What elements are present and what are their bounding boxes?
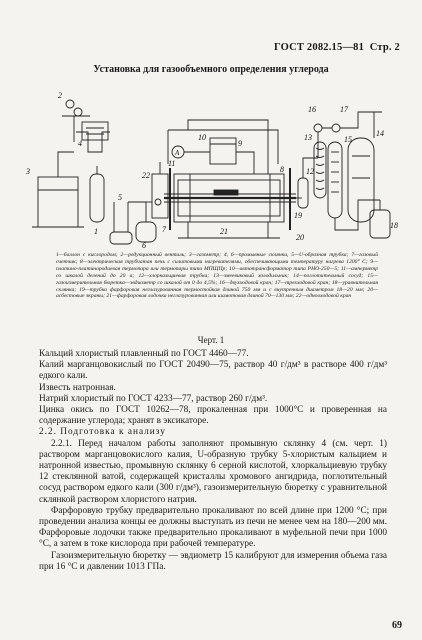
wash-bottles xyxy=(76,122,156,244)
section-heading: 2.2. Подготовка к анализу xyxy=(39,427,166,438)
reagent-calcium-chloride: Кальций хлористый плавленный по ГОСТ 4460—77. xyxy=(39,349,249,359)
label-9: 9 xyxy=(238,139,242,148)
reagent-sodium-chloride: Натрий хлористый по ГОСТ 4233—77, раствор 260 г/дм³. xyxy=(39,393,268,404)
figure-legend xyxy=(56,252,378,300)
oxygen-cylinder-1 xyxy=(90,166,104,222)
label-22: 22 xyxy=(142,171,150,180)
reagent-potassium-permanganate: Калий марганцовокислый по ГОСТ 20490—75, раствор 40 г/дм³ в растворе 400 г/дм³ едкого кали. xyxy=(39,360,387,382)
label-3: 3 xyxy=(26,167,30,176)
regulator-valve-2 xyxy=(62,100,90,142)
label-6: 6 xyxy=(142,241,146,250)
legend-text: 1—баллон с кислородом; 2—редукционный вентиль; 3—газометр; 4, 6—промывные склянки, 5—U-образная трубка; 7—газовый счетчик; 8—электрическая трубчатая печь с силитовыми нагревателями, обеспечивающими температуру нагрева 1200° С; 9—платино-платинородиевая термопара или термопары типа МПЩПр; 10—автотрансформатор типа РНО-250—5; 11—амперметр со шкалой делений до 20 а; 12—хлоркальциевая трубка; 13—змеевиковый холодильник; 14—поглотительный сосуд; 15—газоизмерительная бюретка—эвдиометр со шкалой от 0 до 4,5%; 16—двухходовой кран; 17—трехходовой кран; 18—уравнительная склянка; 19—трубка фарфоровая неглазурованная термостойкая длиной 750 мм и с внутренним диаметром 18—20 мм; 20—асбестовые экраны; 21—фарфоровая лодочка неглазурованная или шамотовая длиной 70—130 мм; 22—однооходовой кран xyxy=(56,252,378,300)
label-8: 8 xyxy=(280,165,284,174)
reagent-zinc-oxide: Цинка окись по ГОСТ 10262—78, прокаленная при 1000°С и проверенная на содержание углерода; хранят в эксикаторе. xyxy=(39,405,387,427)
figure-caption: Черт. 1 xyxy=(197,335,225,345)
label-10: 10 xyxy=(198,133,206,142)
page-number: 69 xyxy=(392,620,402,631)
apparatus-diagram xyxy=(18,82,408,250)
eudiometer-burette-15 xyxy=(328,142,342,218)
paragraph-porcelain-tube: Фарфоровую трубку предварительно прокаливают по всей длине при 1200 °С; при проведении анализа концы ее должны выступать из печи не менее чем на 180—200 мм. Фарфоровые лодочки также предварительно прокаливают в муфельной печи при 1000 °С, а затем в токе кислорода при рабочей температуре. xyxy=(39,505,387,550)
label-15: 15 xyxy=(344,135,352,144)
stopcock-22 xyxy=(155,199,161,205)
label-7: 7 xyxy=(162,225,166,234)
coil-condenser-13 xyxy=(314,142,326,198)
page-ref: Стр. 2 xyxy=(369,42,400,53)
leveling-bottle-18 xyxy=(335,200,390,238)
tube-furnace-8 xyxy=(164,174,296,222)
label-19: 19 xyxy=(294,211,302,220)
paragraph-2-2-1: 2.2.1. Перед началом работы заполняют промывную склянку 4 (см. черт. 1) раствором марганцовокислого калия, U-образную трубку 5-хлористым кальцием и натронной известью, промывную склянку 6 серной кислотой, хлоркальциевую трубку 12 стеклянной ватой, содержащей кристаллы хромового ангидрида, поглотительный сосуд раствором едкого кали (300 г/дм³), газоизмерительную бюретку с уравнительной склянкой раствором хлористого натрия. xyxy=(39,438,387,505)
body-text xyxy=(39,349,387,573)
figure-title: Установка для газообъемного определения углерода xyxy=(93,64,329,75)
gasometer-3 xyxy=(32,152,84,227)
autotransformer-10 xyxy=(210,138,236,164)
label-2: 2 xyxy=(58,91,62,100)
page-header xyxy=(274,42,400,53)
label-5: 5 xyxy=(118,193,122,202)
label-11: 11 xyxy=(168,159,176,168)
label-12: 12 xyxy=(306,167,314,176)
label-17: 17 xyxy=(340,105,348,114)
label-1: 1 xyxy=(94,227,98,236)
ammeter-letter: А xyxy=(175,149,180,157)
label-16: 16 xyxy=(308,105,316,114)
standard-number: ГОСТ 2082.15—81 xyxy=(274,42,365,53)
reagent-soda-lime: Известь натронная. xyxy=(39,382,116,393)
label-4: 4 xyxy=(78,139,82,148)
label-13: 13 xyxy=(304,133,312,142)
paragraph-burette-calibration: Газоизмерительную бюретку — эвдиометр 15 калибруют для измерения объема газа при 16 °С и давлении 1013 ГПа. xyxy=(39,550,387,572)
label-20: 20 xyxy=(296,233,304,242)
calcium-chloride-tube-12 xyxy=(296,158,318,208)
label-21: 21 xyxy=(220,227,228,236)
absorption-vessel-14 xyxy=(348,112,374,222)
label-18: 18 xyxy=(390,221,398,230)
label-14: 14 xyxy=(376,129,384,138)
